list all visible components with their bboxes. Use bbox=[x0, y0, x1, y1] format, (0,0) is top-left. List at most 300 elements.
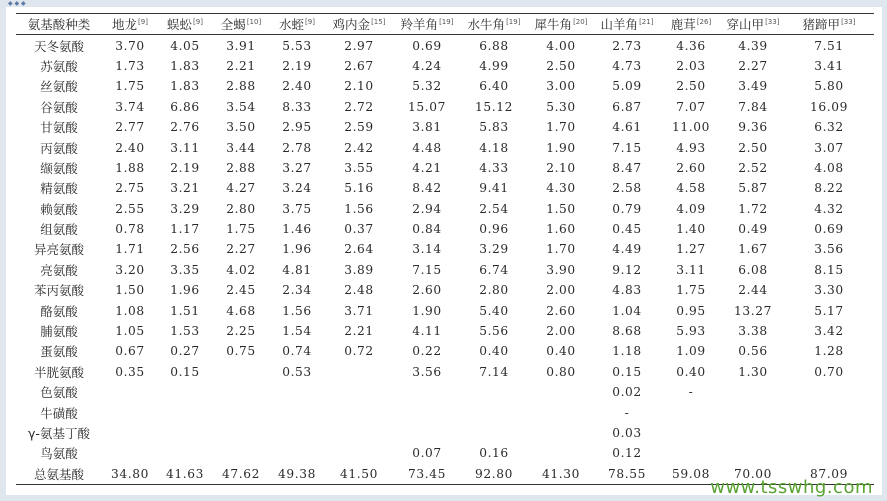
value-cell: 3.20 bbox=[115, 262, 145, 277]
value-cell: 2.72 bbox=[344, 99, 374, 114]
reference-superscript[interactable]: [20] bbox=[573, 18, 588, 27]
column-name: 鹿茸 bbox=[670, 17, 696, 33]
value-cell: 2.80 bbox=[479, 283, 509, 298]
value-cell: 2.80 bbox=[226, 201, 256, 216]
value-cell: 2.44 bbox=[738, 283, 768, 298]
value-cell: 1.08 bbox=[115, 303, 145, 318]
column-name: 羚羊角 bbox=[400, 17, 439, 33]
value-cell: 6.74 bbox=[479, 262, 509, 277]
value-cell: 2.60 bbox=[676, 160, 706, 175]
column-name: 蜈蚣 bbox=[167, 17, 193, 33]
value-cell: 4.11 bbox=[412, 324, 442, 339]
value-cell: 15.12 bbox=[475, 99, 513, 114]
value-cell: 34.80 bbox=[102, 464, 158, 485]
column-header bbox=[722, 14, 784, 35]
value-cell: 3.42 bbox=[814, 324, 844, 339]
value-cell: 0.03 bbox=[612, 426, 642, 440]
value-cell: 0.84 bbox=[412, 222, 442, 237]
value-cell bbox=[722, 402, 784, 422]
reference-superscript[interactable]: [19] bbox=[506, 18, 521, 27]
value-cell: 1.96 bbox=[170, 283, 200, 298]
value-cell bbox=[722, 423, 784, 443]
value-cell: 2.67 bbox=[344, 58, 374, 73]
value-cell: 0.78 bbox=[115, 222, 145, 237]
corner-mark: ◆ ◆ ◆ bbox=[8, 0, 26, 7]
value-cell: 4.30 bbox=[546, 181, 576, 196]
value-cell: 1.70 bbox=[546, 120, 576, 135]
value-cell: 5.93 bbox=[676, 324, 706, 339]
value-cell: 3.11 bbox=[676, 262, 706, 277]
value-cell: 2.34 bbox=[282, 283, 312, 298]
table-row bbox=[16, 423, 874, 443]
value-cell: 7.15 bbox=[412, 262, 442, 277]
value-cell: 4.08 bbox=[814, 160, 844, 175]
value-cell bbox=[528, 382, 594, 402]
value-cell: 0.40 bbox=[676, 364, 706, 379]
table-row bbox=[16, 117, 874, 137]
document-page bbox=[6, 7, 882, 495]
value-cell: 1.71 bbox=[115, 242, 145, 257]
reference-superscript[interactable]: [21] bbox=[639, 18, 654, 27]
table-row bbox=[16, 97, 874, 117]
table-row bbox=[16, 137, 874, 157]
value-cell: 0.70 bbox=[814, 364, 844, 379]
value-cell: 3.24 bbox=[282, 181, 312, 196]
column-name: 地龙 bbox=[112, 17, 138, 33]
value-cell: 3.54 bbox=[226, 99, 256, 114]
row-label: γ-氨基丁酸 bbox=[28, 426, 90, 441]
value-cell: 4.83 bbox=[612, 283, 642, 298]
value-cell: 2.64 bbox=[344, 242, 374, 257]
value-cell: 0.12 bbox=[612, 446, 642, 461]
value-cell bbox=[528, 402, 594, 422]
value-cell: 1.90 bbox=[546, 140, 576, 155]
value-cell: 1.28 bbox=[814, 344, 844, 359]
value-cell: 2.97 bbox=[344, 38, 374, 53]
value-cell bbox=[212, 382, 270, 402]
value-cell: 1.67 bbox=[738, 242, 768, 257]
reference-superscript[interactable]: [9] bbox=[193, 18, 203, 27]
row-label: 脯氨酸 bbox=[40, 324, 78, 340]
row-label: 蛋氨酸 bbox=[40, 344, 78, 360]
value-cell: 73.45 bbox=[394, 464, 460, 485]
value-cell: 4.33 bbox=[479, 160, 509, 175]
value-cell: 1.60 bbox=[546, 222, 576, 237]
value-cell: 3.70 bbox=[115, 38, 145, 53]
value-cell: 3.74 bbox=[115, 99, 145, 114]
value-cell: 0.95 bbox=[676, 303, 706, 318]
value-cell: 2.45 bbox=[226, 283, 256, 298]
value-cell: 0.15 bbox=[170, 364, 200, 379]
value-cell: 4.09 bbox=[676, 201, 706, 216]
reference-superscript[interactable]: [15] bbox=[371, 18, 386, 27]
value-cell: 1.09 bbox=[676, 344, 706, 359]
value-cell bbox=[102, 382, 158, 402]
table-row bbox=[16, 280, 874, 300]
value-cell: 5.17 bbox=[814, 303, 844, 318]
table-row bbox=[16, 219, 874, 239]
value-cell: 0.07 bbox=[412, 446, 442, 461]
table-row bbox=[16, 382, 874, 402]
value-cell bbox=[394, 423, 460, 443]
row-label: 异亮氨酸 bbox=[33, 242, 84, 258]
column-header bbox=[594, 14, 660, 35]
value-cell: 6.08 bbox=[738, 262, 768, 277]
value-cell: 4.21 bbox=[412, 160, 442, 175]
value-cell: 3.27 bbox=[282, 160, 312, 175]
value-cell: 3.50 bbox=[226, 120, 256, 135]
value-cell: 2.40 bbox=[115, 140, 145, 155]
value-cell: 8.22 bbox=[814, 181, 844, 196]
value-cell: 4.36 bbox=[676, 38, 706, 53]
value-cell: 4.48 bbox=[412, 140, 442, 155]
value-cell: 0.45 bbox=[612, 222, 642, 237]
value-cell: 3.44 bbox=[226, 140, 256, 155]
value-cell: 70.00 bbox=[722, 464, 784, 485]
column-header bbox=[270, 14, 324, 35]
value-cell: 3.75 bbox=[282, 201, 312, 216]
value-cell bbox=[270, 423, 324, 443]
value-cell: 5.09 bbox=[612, 79, 642, 94]
value-cell: 2.55 bbox=[115, 201, 145, 216]
value-cell: 3.07 bbox=[814, 140, 844, 155]
row-label: 酪氨酸 bbox=[40, 303, 78, 319]
table-row bbox=[16, 402, 874, 422]
value-cell: 1.88 bbox=[115, 160, 145, 175]
value-cell: 3.30 bbox=[814, 283, 844, 298]
value-cell: 2.50 bbox=[738, 140, 768, 155]
column-header bbox=[394, 14, 460, 35]
table-row bbox=[16, 158, 874, 178]
value-cell: 5.30 bbox=[546, 99, 576, 114]
value-cell: 2.50 bbox=[676, 79, 706, 94]
column-name: 水蛭 bbox=[279, 17, 305, 33]
value-cell: 1.72 bbox=[738, 201, 768, 216]
value-cell: 1.53 bbox=[170, 324, 200, 339]
value-cell: 41.30 bbox=[528, 464, 594, 485]
value-cell: 0.49 bbox=[738, 222, 768, 237]
value-cell: 92.80 bbox=[460, 464, 528, 485]
value-cell bbox=[722, 443, 784, 463]
value-cell: 2.73 bbox=[612, 38, 642, 53]
table-row bbox=[16, 260, 874, 280]
value-cell: 2.75 bbox=[115, 181, 145, 196]
value-cell: 1.96 bbox=[282, 242, 312, 257]
table-row bbox=[16, 76, 874, 96]
value-cell bbox=[212, 362, 270, 382]
value-cell: 1.50 bbox=[546, 201, 576, 216]
value-cell: 2.77 bbox=[115, 120, 145, 135]
value-cell: 7.07 bbox=[676, 99, 706, 114]
value-cell bbox=[394, 402, 460, 422]
value-cell: 2.03 bbox=[676, 58, 706, 73]
site-watermark[interactable]: www.tsswhg.com bbox=[710, 477, 873, 498]
value-cell: 5.83 bbox=[479, 120, 509, 135]
row-label: 鸟氨酸 bbox=[40, 446, 78, 462]
row-label: 天冬氨酸 bbox=[33, 38, 84, 54]
value-cell: 2.88 bbox=[226, 79, 256, 94]
value-cell: 7.51 bbox=[814, 38, 844, 53]
value-cell: 2.50 bbox=[546, 58, 576, 73]
value-cell: 9.36 bbox=[738, 120, 768, 135]
value-cell: 0.22 bbox=[412, 344, 442, 359]
value-cell: 2.48 bbox=[344, 283, 374, 298]
value-cell: 3.56 bbox=[814, 242, 844, 257]
value-cell: 1.46 bbox=[282, 222, 312, 237]
value-cell: 2.00 bbox=[546, 283, 576, 298]
value-cell: 1.75 bbox=[226, 222, 256, 237]
value-cell: 2.00 bbox=[546, 324, 576, 339]
row-label: 精氨酸 bbox=[40, 181, 78, 197]
value-cell: 2.42 bbox=[344, 140, 374, 155]
value-cell bbox=[460, 423, 528, 443]
value-cell: 8.33 bbox=[282, 99, 312, 114]
row-label: 丙氨酸 bbox=[40, 140, 78, 156]
value-cell: 1.70 bbox=[546, 242, 576, 257]
value-cell bbox=[324, 402, 394, 422]
value-cell: 0.35 bbox=[115, 364, 145, 379]
value-cell: 2.21 bbox=[344, 324, 374, 339]
column-header bbox=[212, 14, 270, 35]
value-cell: 4.49 bbox=[612, 242, 642, 257]
table-row bbox=[16, 35, 874, 56]
value-cell: 2.56 bbox=[170, 242, 200, 257]
value-cell: 0.69 bbox=[412, 38, 442, 53]
value-cell bbox=[660, 423, 722, 443]
value-cell: 0.74 bbox=[282, 344, 312, 359]
value-cell: 0.72 bbox=[344, 344, 374, 359]
value-cell: 3.35 bbox=[170, 262, 200, 277]
reference-superscript[interactable]: [10] bbox=[246, 18, 262, 27]
reference-superscript[interactable]: [9] bbox=[138, 18, 148, 27]
value-cell: 6.88 bbox=[479, 38, 509, 53]
value-cell bbox=[324, 423, 394, 443]
row-header-cell: 氨基酸种类 bbox=[16, 14, 102, 35]
table-row bbox=[16, 362, 874, 382]
row-label: 半胱氨酸 bbox=[33, 364, 84, 380]
row-label: 甘氨酸 bbox=[40, 120, 78, 136]
row-label: 赖氨酸 bbox=[40, 201, 78, 217]
value-cell: 41.63 bbox=[158, 464, 212, 485]
table-body bbox=[16, 35, 874, 485]
value-cell: 5.87 bbox=[738, 181, 768, 196]
value-cell: 2.27 bbox=[226, 242, 256, 257]
value-cell: 3.29 bbox=[479, 242, 509, 257]
row-label: 牛磺酸 bbox=[40, 405, 78, 421]
value-cell: 1.54 bbox=[282, 324, 312, 339]
row-label: 谷氨酸 bbox=[40, 99, 78, 115]
value-cell: 4.32 bbox=[814, 201, 844, 216]
value-cell: - bbox=[688, 385, 694, 400]
value-cell: 2.10 bbox=[546, 160, 576, 175]
value-cell: 2.19 bbox=[170, 160, 200, 175]
reference-superscript[interactable]: [26] bbox=[696, 18, 712, 27]
value-cell: 3.81 bbox=[412, 120, 442, 135]
value-cell bbox=[212, 443, 270, 463]
value-cell: 0.40 bbox=[479, 344, 509, 359]
column-header bbox=[660, 14, 722, 35]
value-cell: 5.16 bbox=[344, 181, 374, 196]
value-cell bbox=[784, 402, 874, 422]
table-row bbox=[16, 321, 874, 341]
value-cell bbox=[528, 423, 594, 443]
table-row bbox=[16, 178, 874, 198]
value-cell: 1.30 bbox=[738, 364, 768, 379]
value-cell: 4.00 bbox=[546, 38, 576, 53]
value-cell: 1.50 bbox=[115, 283, 145, 298]
value-cell: 0.02 bbox=[612, 385, 642, 400]
value-cell: 1.73 bbox=[115, 58, 145, 73]
value-cell bbox=[102, 402, 158, 422]
value-cell: 3.56 bbox=[412, 364, 442, 379]
value-cell: 3.41 bbox=[814, 58, 844, 73]
value-cell: 1.18 bbox=[612, 344, 642, 359]
value-cell bbox=[212, 423, 270, 443]
value-cell bbox=[660, 402, 722, 422]
value-cell: 7.84 bbox=[738, 99, 768, 114]
value-cell: 2.25 bbox=[226, 324, 256, 339]
value-cell: 1.83 bbox=[170, 58, 200, 73]
column-header bbox=[158, 14, 212, 35]
value-cell bbox=[158, 402, 212, 422]
value-cell: 5.80 bbox=[814, 79, 844, 94]
value-cell: 1.56 bbox=[282, 303, 312, 318]
value-cell: 3.91 bbox=[226, 38, 256, 53]
value-cell bbox=[394, 382, 460, 402]
column-name: 水牛角 bbox=[467, 17, 506, 33]
column-header bbox=[460, 14, 528, 35]
value-cell: 5.56 bbox=[479, 324, 509, 339]
value-cell: 8.42 bbox=[412, 181, 442, 196]
value-cell: 9.41 bbox=[479, 181, 509, 196]
value-cell: 5.40 bbox=[479, 303, 509, 318]
value-cell bbox=[528, 443, 594, 463]
reference-superscript[interactable]: [19] bbox=[439, 18, 454, 27]
value-cell: 0.79 bbox=[612, 201, 642, 216]
value-cell: 6.87 bbox=[612, 99, 642, 114]
value-cell: 6.32 bbox=[814, 120, 844, 135]
table-row bbox=[16, 443, 874, 463]
value-cell: 2.94 bbox=[412, 201, 442, 216]
value-cell: 4.93 bbox=[676, 140, 706, 155]
value-cell bbox=[784, 443, 874, 463]
value-cell: 1.83 bbox=[170, 79, 200, 94]
value-cell: 8.47 bbox=[612, 160, 642, 175]
value-cell: 2.78 bbox=[282, 140, 312, 155]
value-cell: 8.68 bbox=[612, 324, 642, 339]
value-cell: 0.37 bbox=[344, 222, 374, 237]
value-cell bbox=[158, 423, 212, 443]
value-cell: 0.80 bbox=[546, 364, 576, 379]
value-cell bbox=[102, 423, 158, 443]
value-cell: 78.55 bbox=[594, 464, 660, 485]
value-cell: 2.95 bbox=[282, 120, 312, 135]
value-cell bbox=[270, 443, 324, 463]
value-cell: 16.09 bbox=[810, 99, 848, 114]
value-cell: 2.40 bbox=[282, 79, 312, 94]
value-cell: 59.08 bbox=[660, 464, 722, 485]
value-cell: 2.21 bbox=[226, 58, 256, 73]
value-cell: 0.40 bbox=[546, 344, 576, 359]
value-cell: 5.53 bbox=[282, 38, 312, 53]
column-header bbox=[324, 14, 394, 35]
value-cell: 87.09 bbox=[784, 464, 874, 485]
column-name: 山羊角 bbox=[600, 17, 639, 33]
column-header bbox=[784, 14, 874, 35]
value-cell bbox=[270, 382, 324, 402]
table-row bbox=[16, 56, 874, 76]
column-header bbox=[528, 14, 594, 35]
value-cell: 3.55 bbox=[344, 160, 374, 175]
value-cell: 6.40 bbox=[479, 79, 509, 94]
value-cell: 41.50 bbox=[324, 464, 394, 485]
value-cell: 49.38 bbox=[270, 464, 324, 485]
row-label: 苯丙氨酸 bbox=[33, 283, 84, 299]
row-label: 组氨酸 bbox=[40, 222, 78, 238]
value-cell: 3.38 bbox=[738, 324, 768, 339]
row-label: 色氨酸 bbox=[40, 385, 78, 401]
value-cell: 8.15 bbox=[814, 262, 844, 277]
column-name: 犀牛角 bbox=[534, 17, 573, 33]
column-name: 全蝎 bbox=[220, 17, 246, 33]
value-cell: - bbox=[624, 405, 630, 420]
row-label: 丝氨酸 bbox=[40, 79, 78, 95]
value-cell: 4.24 bbox=[412, 58, 442, 73]
row-label: 亮氨酸 bbox=[40, 262, 78, 278]
amino-acid-table bbox=[16, 13, 874, 485]
value-cell: 0.53 bbox=[282, 364, 312, 379]
value-cell: 2.54 bbox=[479, 201, 509, 216]
value-cell: 0.15 bbox=[612, 364, 642, 379]
column-header bbox=[102, 14, 158, 35]
value-cell bbox=[722, 382, 784, 402]
value-cell: 0.75 bbox=[226, 344, 256, 359]
value-cell: 1.05 bbox=[115, 324, 145, 339]
value-cell bbox=[324, 382, 394, 402]
value-cell: 1.04 bbox=[612, 303, 642, 318]
table-row bbox=[16, 239, 874, 259]
value-cell: 2.19 bbox=[282, 58, 312, 73]
value-cell: 13.27 bbox=[734, 303, 772, 318]
value-cell: 0.67 bbox=[115, 344, 145, 359]
value-cell: 1.27 bbox=[676, 242, 706, 257]
reference-superscript[interactable]: [33] bbox=[841, 18, 856, 27]
value-cell: 0.16 bbox=[479, 446, 509, 461]
value-cell bbox=[270, 402, 324, 422]
value-cell bbox=[460, 382, 528, 402]
reference-superscript[interactable]: [9] bbox=[305, 18, 315, 27]
value-cell: 3.49 bbox=[738, 79, 768, 94]
value-cell bbox=[784, 382, 874, 402]
value-cell: 3.90 bbox=[546, 262, 576, 277]
value-cell: 4.05 bbox=[170, 38, 200, 53]
value-cell bbox=[660, 443, 722, 463]
value-cell: 2.60 bbox=[546, 303, 576, 318]
value-cell: 0.96 bbox=[479, 222, 509, 237]
row-label: 苏氨酸 bbox=[40, 58, 78, 74]
value-cell: 1.17 bbox=[170, 222, 200, 237]
value-cell: 3.14 bbox=[412, 242, 442, 257]
value-cell: 4.68 bbox=[226, 303, 256, 318]
value-cell: 4.73 bbox=[612, 58, 642, 73]
value-cell: 1.51 bbox=[170, 303, 200, 318]
value-cell bbox=[784, 423, 874, 443]
value-cell: 2.58 bbox=[612, 181, 642, 196]
value-cell: 3.00 bbox=[546, 79, 576, 94]
reference-superscript[interactable]: [33] bbox=[765, 18, 780, 27]
value-cell: 3.21 bbox=[170, 181, 200, 196]
table-header-row bbox=[16, 14, 874, 35]
